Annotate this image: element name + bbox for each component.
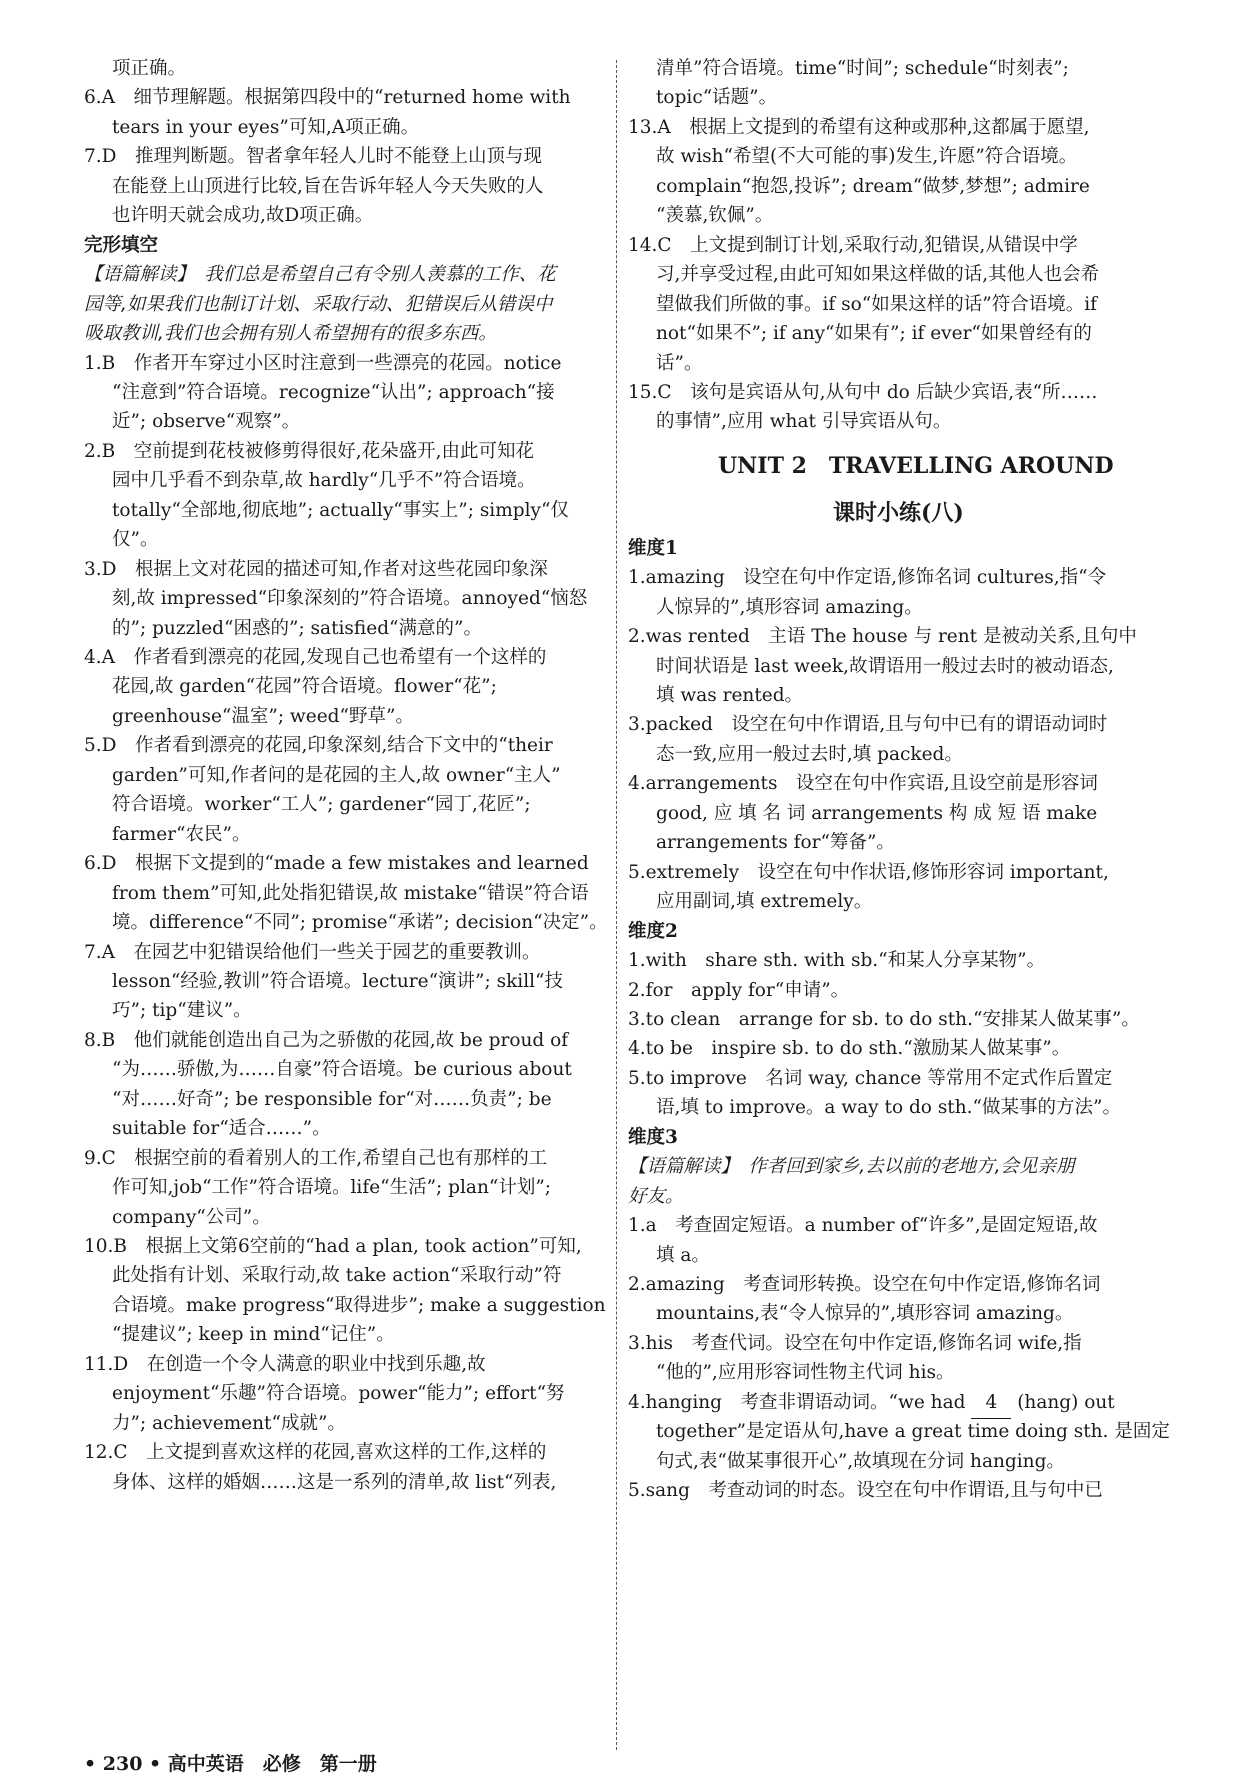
left-text-line: 刻,故 impressed“印象深刻的”符合语境。annoyed“恼怒	[112, 588, 588, 610]
left-text-line: enjoyment“乐趣”符合语境。power“能力”; effort“努	[112, 1383, 565, 1405]
left-text-line: farmer“农民”。	[112, 823, 251, 845]
left-text-line: 近”; observe“观察”。	[112, 411, 301, 433]
right-text-line: 2.amazing 考查词形转换。设空在句中作定语,修饰名词	[628, 1274, 1101, 1295]
left-text-line: 4.A 作者看到漂亮的花园,发现自己也希望有一个这样的	[84, 647, 547, 668]
left-text-line: 7.A 在园艺中犯错误给他们一些关于园艺的重要教训。	[84, 941, 541, 963]
left-text-line: 2.B 空前提到花枝被修剪得很好,花朵盛开,由此可知花	[84, 440, 535, 462]
left-text-line: suitable for“适合……”。	[112, 1118, 331, 1140]
left-text-line: 符合语境。worker“工人”; gardener“园丁,花匠”;	[112, 794, 531, 816]
right-text-line: arrangements for“筹备”。	[656, 832, 895, 854]
right-text-line: 时间状语是 last week,故谓语用一般过去时的被动语态,	[656, 655, 1114, 677]
right-text-line: 课时小练(八)	[833, 500, 964, 527]
left-text-line: “对……好奇”; be responsible for“对……负责”; be	[112, 1088, 552, 1110]
left-text-line: 合语境。make progress“取得进步”; make a suggestion	[112, 1294, 606, 1316]
left-text-line: 6.D 根据下文提到的“made a few mistakes and learned	[84, 853, 589, 875]
left-text-line: 项正确。	[112, 58, 187, 79]
right-text-line: UNIT 2 TRAVELLING AROUND	[718, 452, 1114, 479]
right-text-line: 填 was rented。	[656, 685, 804, 706]
blank-hint: (hang) out	[1017, 1391, 1115, 1413]
left-text-line: “注意到”符合语境。recognize“认出”; approach“接	[112, 381, 555, 403]
left-text-line: garden”可知,作者问的是花园的主人,故 owner“主人”	[112, 764, 561, 786]
right-text-line: 话”。	[656, 352, 703, 374]
left-text-line: 7.D 推理判断题。智者拿年轻人儿时不能登上山顶与现	[84, 146, 542, 168]
right-text-line: 人惊异的”,填形容词 amazing。	[656, 596, 923, 618]
right-text-line: “羡慕,钦佩”。	[656, 205, 774, 227]
right-text-line: 13.A 根据上文提到的希望有这种或那种,这都属于愿望,	[628, 116, 1090, 138]
left-text-line: 也许明天就会成功,故D项正确。	[112, 205, 374, 227]
left-text-line: totally“全部地,彻底地”; actually“事实上”; simply“仅	[112, 499, 569, 521]
left-text-line: 【语篇解读】 我们总是希望自己有令别人羡慕的工作、花	[84, 264, 556, 286]
left-text-line: from them”可知,此处指犯错误,故 mistake“错误”符合语	[112, 882, 589, 904]
left-text-line: “提建议”; keep in mind“记住”。	[112, 1324, 395, 1346]
right-text-line: 句式,表“做某事很开心”,故填现在分词 hanging。	[656, 1450, 1065, 1472]
right-text-line: mountains,表“令人惊异的”,填形容词 amazing。	[656, 1303, 1074, 1325]
right-text-line: 3.to clean arrange for sb. to do sth.“安排某人做某事”。	[628, 1008, 1140, 1030]
right-text-line: 填 a。	[656, 1244, 710, 1266]
right-text-line: 故 wish“希望(不大可能的事)发生,许愿”符合语境。	[656, 146, 1078, 168]
left-text-line: 园等,如果我们也制订计划、采取行动、犯错误后从错误中	[84, 293, 553, 315]
left-text-line: 巧”; tip“建议”。	[112, 1000, 252, 1022]
left-text-line: company“公司”。	[112, 1206, 271, 1228]
right-text-line: 1.amazing 设空在句中作定语,修饰名词 cultures,指“令	[628, 567, 1107, 589]
column-divider	[616, 60, 617, 1750]
right-text-line: 14.C 上文提到制订计划,采取行动,犯错误,从错误中学	[628, 234, 1078, 256]
right-text-line: 望做我们所做的事。if so“如果这样的话”符合语境。if	[656, 293, 1097, 315]
right-text-line: 5.sang 考查动词的时态。设空在句中作谓语,且与句中已	[628, 1480, 1103, 1502]
left-text-line: 11.D 在创造一个令人满意的职业中找到乐趣,故	[84, 1353, 486, 1375]
right-text-line: 3.his 考查代词。设空在句中作定语,修饰名词 wife,指	[628, 1332, 1082, 1354]
left-text-line: greenhouse“温室”; weed“野草”。	[112, 705, 414, 727]
right-text-line: 4.to be inspire sb. to do sth.“激励某人做某事”。	[628, 1038, 1071, 1060]
right-text-line: 4.arrangements 设空在句中作宾语,且设空前是形容词	[628, 773, 1098, 795]
right-text-line: 维度1	[628, 537, 678, 559]
left-text-line: 力”; achievement“成就”。	[112, 1412, 346, 1434]
left-text-line: 1.B 作者开车穿过小区时注意到一些漂亮的花园。notice	[84, 352, 562, 374]
left-text-line: 仅”。	[112, 529, 159, 551]
left-text-line: 8.B 他们就能创造出自己为之骄傲的花园,故 be proud of	[84, 1029, 569, 1051]
left-text-line: 此处指有计划、采取行动,故 take action“采取行动”符	[112, 1265, 562, 1287]
left-text-line: lesson“经验,教训”符合语境。lecture“演讲”; skill“技	[112, 970, 564, 992]
right-text-line: “他的”,应用形容词性物主代词 his。	[656, 1362, 955, 1384]
left-text-line: 6.A 细节理解题。根据第四段中的“returned home with	[84, 87, 571, 109]
right-text-line: 应用副词,填 extremely。	[656, 891, 873, 913]
right-text-line: 5.extremely 设空在句中作状语,修饰形容词 important,	[628, 861, 1109, 883]
right-text-line: 1.a 考查固定短语。a number of“许多”,是固定短语,故	[628, 1215, 1098, 1237]
left-text-line: 境。difference“不同”; promise“承诺”; decision“决定”。	[112, 912, 608, 934]
right-text-line: complain“抱怨,投诉”; dream“做梦,梦想”; admire	[656, 175, 1090, 197]
right-text-line: together”是定语从句,have a great time doing sth. 是固定	[656, 1421, 1170, 1443]
right-text-line: not“如果不”; if any“如果有”; if ever“如果曾经有的	[656, 323, 1092, 345]
left-text-line: 园中几乎看不到杂草,故 hardly“几乎不”符合语境。	[112, 470, 536, 492]
left-text-line: 5.D 作者看到漂亮的花园,印象深刻,结合下文中的“their	[84, 735, 553, 757]
right-text-line: 的事情”,应用 what 引导宾语从句。	[656, 411, 952, 433]
right-text-line: 5.to improve 名词 way, chance 等常用不定式作后置定	[628, 1067, 1113, 1089]
left-text-line: “为……骄傲,为……自豪”符合语境。be curious about	[112, 1059, 572, 1081]
left-text-line: 在能登上山顶进行比较,旨在告诉年轻人今天失败的人	[112, 175, 544, 197]
right-text-line: 【语篇解读】 作者回到家乡,去以前的老地方,会见亲朋	[628, 1156, 1075, 1178]
answer-blank: 4	[971, 1388, 1011, 1419]
right-text-line: 好友。	[628, 1185, 684, 1207]
right-text-line: good, 应 填 名 词 arrangements 构 成 短 语 make	[656, 802, 1098, 824]
left-text-line: 作可知,job“工作”符合语境。life“生活”; plan“计划”;	[112, 1177, 552, 1199]
right-text-line: topic“话题”。	[656, 87, 778, 109]
right-text-line: 语,填 to improve。a way to do sth.“做某事的方法”。	[656, 1097, 1121, 1119]
left-text-line: 完形填空	[84, 234, 159, 256]
right-text-line: 3.packed 设空在句中作谓语,且与句中已有的谓语动词时	[628, 714, 1108, 736]
right-text-line: 态一致,应用一般过去时,填 packed。	[656, 743, 963, 765]
left-text-line: 的”; puzzled“困惑的”; satisfied“满意的”。	[112, 617, 482, 639]
right-text-line: 维度2	[628, 920, 678, 942]
right-text-line: 1.with share sth. with sb.“和某人分享某物”。	[628, 950, 1046, 972]
left-text-line: 3.D 根据上文对花园的描述可知,作者对这些花园印象深	[84, 558, 548, 580]
left-text-line: 12.C 上文提到喜欢这样的花园,喜欢这样的工作,这样的	[84, 1442, 547, 1464]
left-text-line: 10.B 根据上文第6空前的“had a plan, took action”可知,	[84, 1236, 582, 1257]
right-text-line: 习,并享受过程,由此可知如果这样做的话,其他人也会希	[656, 264, 1100, 286]
left-text-line: tears in your eyes”可知,A项正确。	[112, 116, 420, 138]
left-text-line: 身体、这样的婚姻……这是一系列的清单,故 list“列表,	[112, 1471, 557, 1493]
right-text-line: 2.for apply for“申请”。	[628, 979, 850, 1001]
right-text-line: 清单”符合语境。time“时间”; schedule“时刻表”;	[656, 58, 1069, 79]
page-footer: • 230 • 高中英语 必修 第一册	[84, 1753, 377, 1775]
left-text-line: 吸取教训,我们也会拥有别人希望拥有的很多东西。	[84, 323, 497, 345]
right-text-line: 维度3	[628, 1126, 678, 1148]
left-text-line: 9.C 根据空前的看着别人的工作,希望自己也有那样的工	[84, 1147, 548, 1169]
right-text-line: 15.C 该句是宾语从句,从句中 do 后缺少宾语,表“所……	[628, 381, 1098, 403]
right-text-line: 4.hanging 考查非谓语动词。“we had 4 (hang) out	[628, 1388, 1115, 1419]
right-text-line: 2.was rented 主语 The house 与 rent 是被动关系,且句中	[628, 626, 1137, 648]
left-text-line: 花园,故 garden“花园”符合语境。flower“花”;	[112, 676, 497, 698]
